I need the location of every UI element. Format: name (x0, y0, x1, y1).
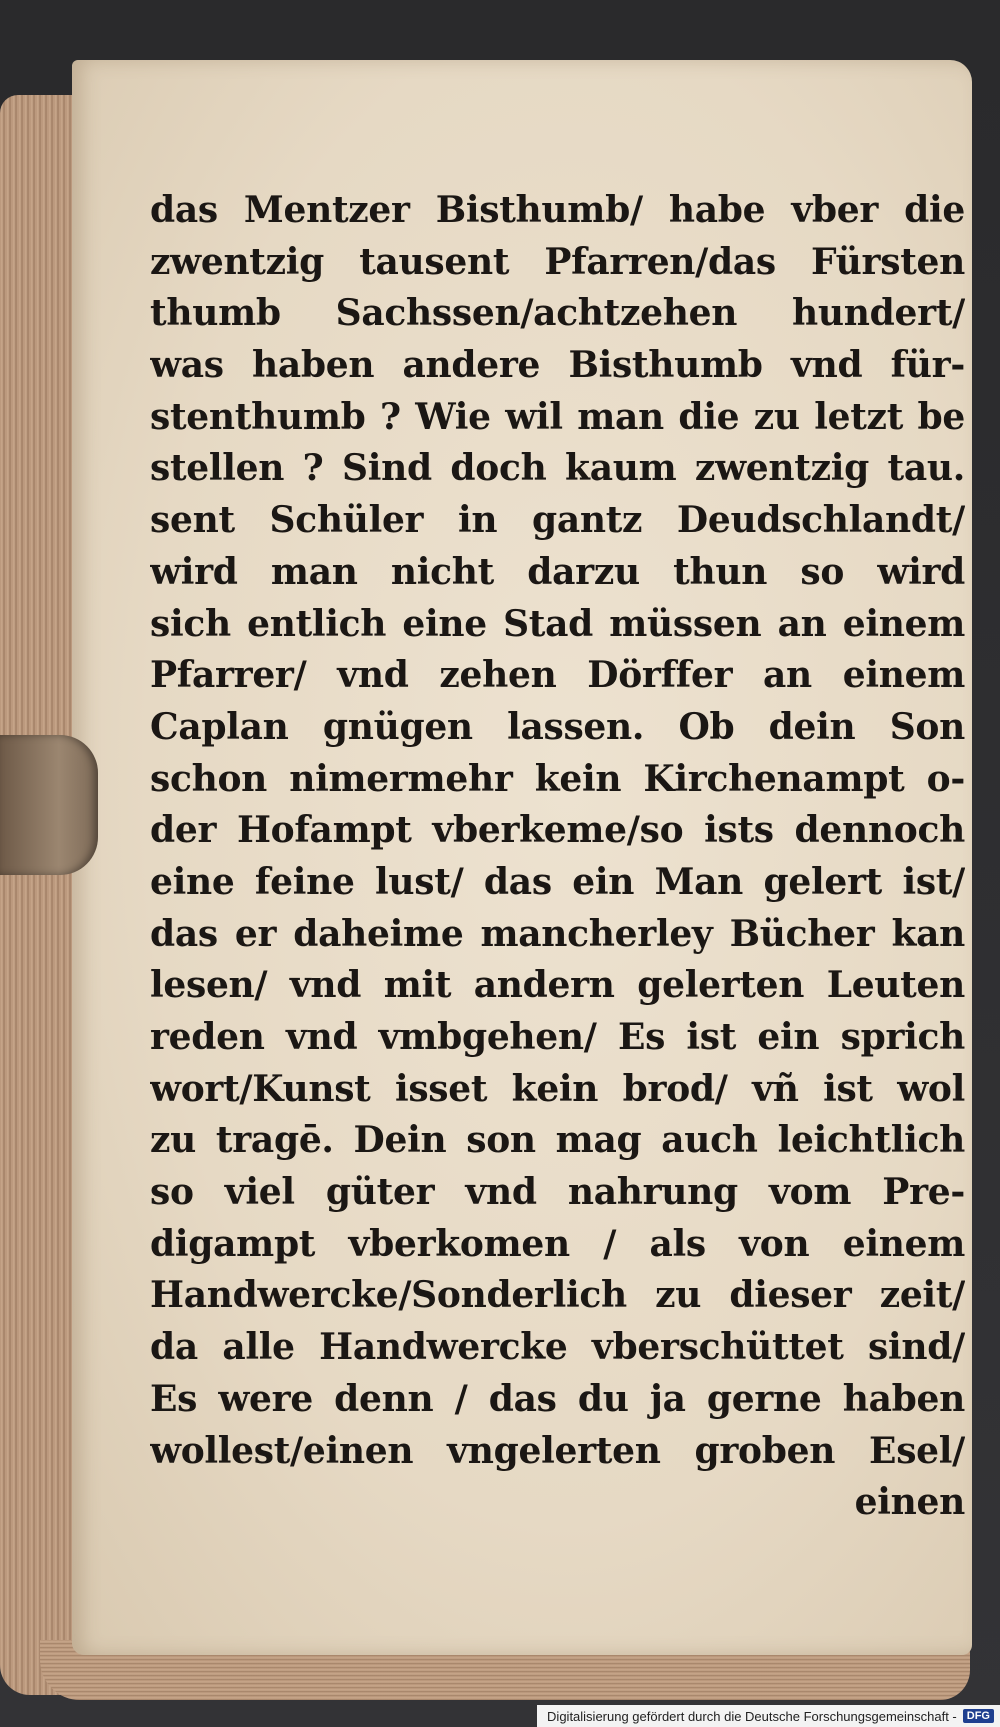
text-line-14: eine feine lust/ das ein Man gelert ist/ (150, 860, 965, 903)
digitization-credit-bar (537, 1705, 1000, 1727)
catchword: einen (854, 1481, 965, 1524)
text-line-20: so viel güter vnd nahrung vom Pre- (150, 1171, 965, 1214)
text-line-25: wollest/einen vngelerten groben Esel/ (150, 1429, 965, 1472)
text-line-4: was haben andere Bisthumb vnd für- (150, 344, 965, 387)
text-line-22: Handwercke/Sonderlich zu dieser zeit/ (150, 1274, 965, 1317)
text-line-13: der Hofampt vberkeme/so ists dennoch (150, 809, 965, 852)
text-line-16: lesen/ vnd mit andern gelerten Leuten (150, 964, 965, 1007)
text-line-8: wird man nicht darzu thun so wird (150, 550, 965, 593)
text-line-19: zu tragē. Dein son mag auch leichtlich (150, 1119, 965, 1162)
text-line-1: das Mentzer Bisthumb/ habe vber die (150, 189, 965, 231)
text-line-24: Es were denn / das du ja gerne haben (150, 1377, 965, 1420)
book-clasp (0, 735, 98, 875)
page-text (150, 185, 965, 1529)
text-line-18: wort/Kunst isset kein brod/ vñ ist wol (150, 1067, 965, 1110)
text-line-17: reden vnd vmbgehen/ Es ist ein sprich (150, 1016, 965, 1058)
dfg-logo: DFG (963, 1709, 994, 1723)
text-line-23: da alle Handwercke vberschüttet sind/ (150, 1326, 965, 1369)
text-line-15: das er daheime mancherley Bücher kan (150, 912, 965, 955)
text-line-21: digampt vberkomen / als von einem (150, 1222, 965, 1265)
text-line-9: sich entlich eine Stad müssen an einem (150, 602, 965, 645)
text-line-12: schon nimermehr kein Kirchenampt o- (150, 757, 965, 800)
text-line-11: Caplan gnügen lassen. Ob dein Son (150, 705, 965, 748)
text-line-3: thumb Sachssen/achtzehen hundert/ (150, 292, 965, 335)
text-line-2: zwentzig tausent Pfarren/das Fürsten (150, 240, 965, 283)
text-line-5: stenthumb ? Wie wil man die zu letzt be (150, 395, 965, 438)
text-line-6: stellen ? Sind doch kaum zwentzig tau. (150, 447, 965, 490)
text-line-10: Pfarrer/ vnd zehen Dörffer an einem (150, 654, 965, 697)
text-line-7: sent Schüler in gantz Deudschlandt/ (150, 499, 965, 542)
digitization-credit-text: Digitalisierung gefördert durch die Deutsche Forschungsgemeinschaft - (547, 1708, 957, 1724)
